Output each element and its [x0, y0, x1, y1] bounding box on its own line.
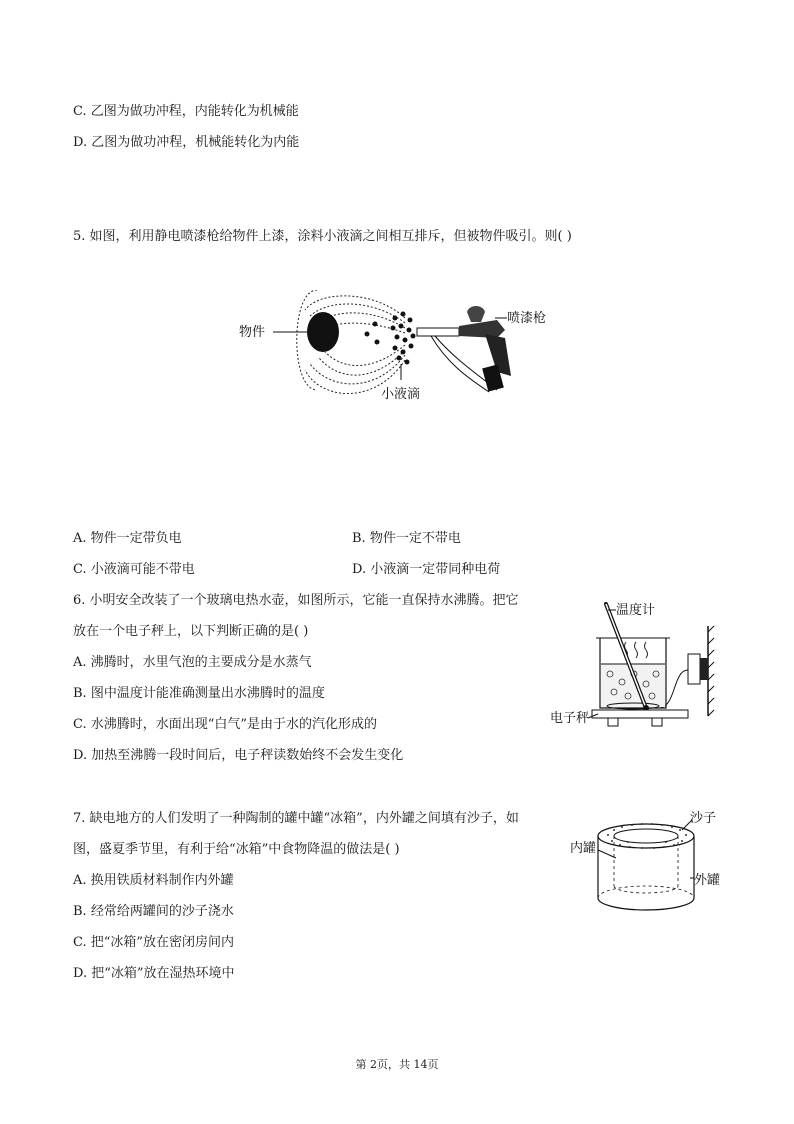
q6-option-c: C. 水沸腾时，水面出现“白气”是由于水的汽化形成的 [73, 717, 378, 732]
q4-option-c: C. 乙图为做功冲程，内能转化为机械能 [73, 104, 299, 119]
q5-option-a: A. 物件一定带负电 [73, 531, 182, 546]
q7-stem-line1: 7. 缺电地方的人们发明了一种陶制的罐中罐“冰箱”，内外罐之间填有沙子，如 [73, 811, 519, 826]
droplet-label: 小液滴 [381, 387, 421, 402]
gun-label: 喷漆枪 [507, 311, 547, 326]
sand-label: 沙子 [690, 811, 717, 826]
q5-option-d: D. 小液滴一定带同种电荷 [352, 562, 501, 577]
droplets-icon [365, 312, 416, 365]
outer-jar-label: 外罐 [694, 873, 721, 888]
page-footer: 第 2页，共 14页 [355, 1058, 439, 1071]
q5-option-b: B. 物件一定不带电 [352, 531, 461, 546]
spray-gun-icon [417, 306, 511, 392]
q7-stem-line2: 图，盛夏季节里，有利于给“冰箱”中食物降温的做法是( ) [73, 842, 400, 857]
object-label: 物件 [239, 325, 266, 340]
q5-option-c: C. 小液滴可能不带电 [73, 562, 195, 577]
q6-stem-line2: 放在一个电子秤上，以下判断正确的是( ) [73, 624, 309, 639]
q5-figure-spray-gun [235, 290, 565, 410]
q6-option-b: B. 图中温度计能准确测量出水沸腾时的温度 [73, 686, 325, 701]
q7-figure-pot-in-pot [568, 808, 728, 920]
thermometer-label: 温度计 [616, 603, 656, 618]
q7-option-d: D. 把“冰箱”放在湿热环境中 [73, 966, 235, 981]
q6-option-a: A. 沸腾时，水里气泡的主要成分是水蒸气 [73, 655, 312, 670]
q4-option-d: D. 乙图为做功冲程，机械能转化为内能 [73, 135, 300, 150]
q7-option-c: C. 把“冰箱”放在密闭房间内 [73, 935, 235, 950]
q6-figure-kettle [548, 596, 718, 738]
q6-option-d: D. 加热至沸腾一段时间后，电子秤读数始终不会发生变化 [73, 748, 404, 763]
q7-option-b: B. 经常给两罐间的沙子浇水 [73, 904, 234, 919]
q7-option-a: A. 换用铁质材料制作内外罐 [73, 873, 234, 888]
object-icon [307, 312, 339, 352]
q6-stem-line1: 6. 小明安全改装了一个玻璃电热水壶，如图所示，它能一直保持水沸腾。把它 [73, 593, 519, 608]
scale-icon [592, 710, 688, 718]
inner-jar-icon [614, 829, 678, 893]
scale-label: 电子秤 [550, 711, 590, 726]
inner-jar-label: 内罐 [570, 841, 597, 856]
q5-stem: 5. 如图，利用静电喷漆枪给物件上漆，涂料小液滴之间相互排斥，但被物件吸引。则( ) [73, 229, 572, 244]
